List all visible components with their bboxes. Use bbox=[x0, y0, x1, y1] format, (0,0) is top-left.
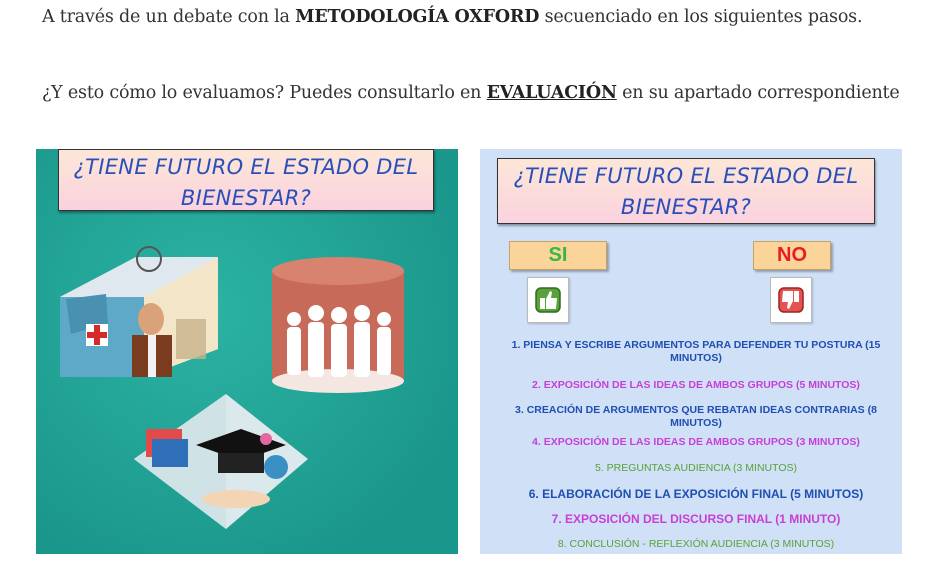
step-5: 5. PREGUNTAS AUDIENCIA (3 MINUTOS) bbox=[594, 462, 798, 474]
intro-text-before: A través de un debate con la bbox=[42, 7, 296, 27]
no-label: NO bbox=[753, 241, 831, 270]
right-title-line2: BIENESTAR? bbox=[620, 195, 752, 219]
evaluation-link[interactable]: EVALUACIÓN bbox=[486, 83, 617, 103]
step-4: 4. EXPOSICIÓN DE LAS IDEAS DE AMBOS GRUPOS (3 MINUTOS) bbox=[532, 436, 860, 448]
step-3: 3. CREACIÓN DE ARGUMENTOS QUE REBATAN IDEAS CONTRARIAS (8 MINUTOS) bbox=[515, 404, 877, 429]
si-label: SI bbox=[509, 241, 607, 270]
evaluation-text-after: en su apartado correspondiente bbox=[616, 83, 900, 103]
evaluation-text-before: ¿Y esto cómo lo evaluamos? Puedes consultarlo en bbox=[42, 83, 487, 103]
right-title-line1: ¿TIENE FUTURO EL ESTADO DEL bbox=[513, 164, 859, 188]
thumbs-down-icon bbox=[770, 277, 812, 323]
evaluation-paragraph bbox=[42, 81, 900, 105]
thumbs-up-icon bbox=[527, 277, 569, 323]
oxford-debate-steps-image bbox=[480, 149, 902, 554]
right-title-banner bbox=[497, 158, 875, 224]
left-title-line1: ¿TIENE FUTURO EL ESTADO DEL bbox=[73, 155, 419, 179]
step-2: 2. EXPOSICIÓN DE LAS IDEAS DE AMBOS GRUPOS (5 MINUTOS) bbox=[532, 379, 860, 391]
people-cylinder-image bbox=[272, 257, 404, 393]
step-7: 7. EXPOSICIÓN DEL DISCURSO FINAL (1 MINUTO) bbox=[551, 512, 841, 526]
step-8: 8. CONCLUSIÓN - REFLEXIÓN AUDIENCIA (3 MINUTOS) bbox=[557, 538, 835, 550]
step-6: 6. ELABORACIÓN DE LA EXPOSICIÓN FINAL (5 MINUTOS) bbox=[528, 487, 864, 501]
intro-paragraph bbox=[42, 5, 862, 29]
left-title-line2: BIENESTAR? bbox=[180, 186, 312, 210]
intro-bold-methodology: METODOLOGÍA OXFORD bbox=[295, 7, 540, 27]
welfare-state-illustration bbox=[36, 149, 458, 554]
education-diamond-image bbox=[134, 394, 308, 529]
illustration-graphics bbox=[36, 149, 458, 554]
intro-text-after: secuenciado en los siguientes pasos. bbox=[539, 7, 863, 27]
step-1: 1. PIENSA Y ESCRIBE ARGUMENTOS PARA DEFENDER TU POSTURA (15 MINUTOS) bbox=[511, 339, 881, 364]
health-cube-image bbox=[60, 247, 218, 377]
